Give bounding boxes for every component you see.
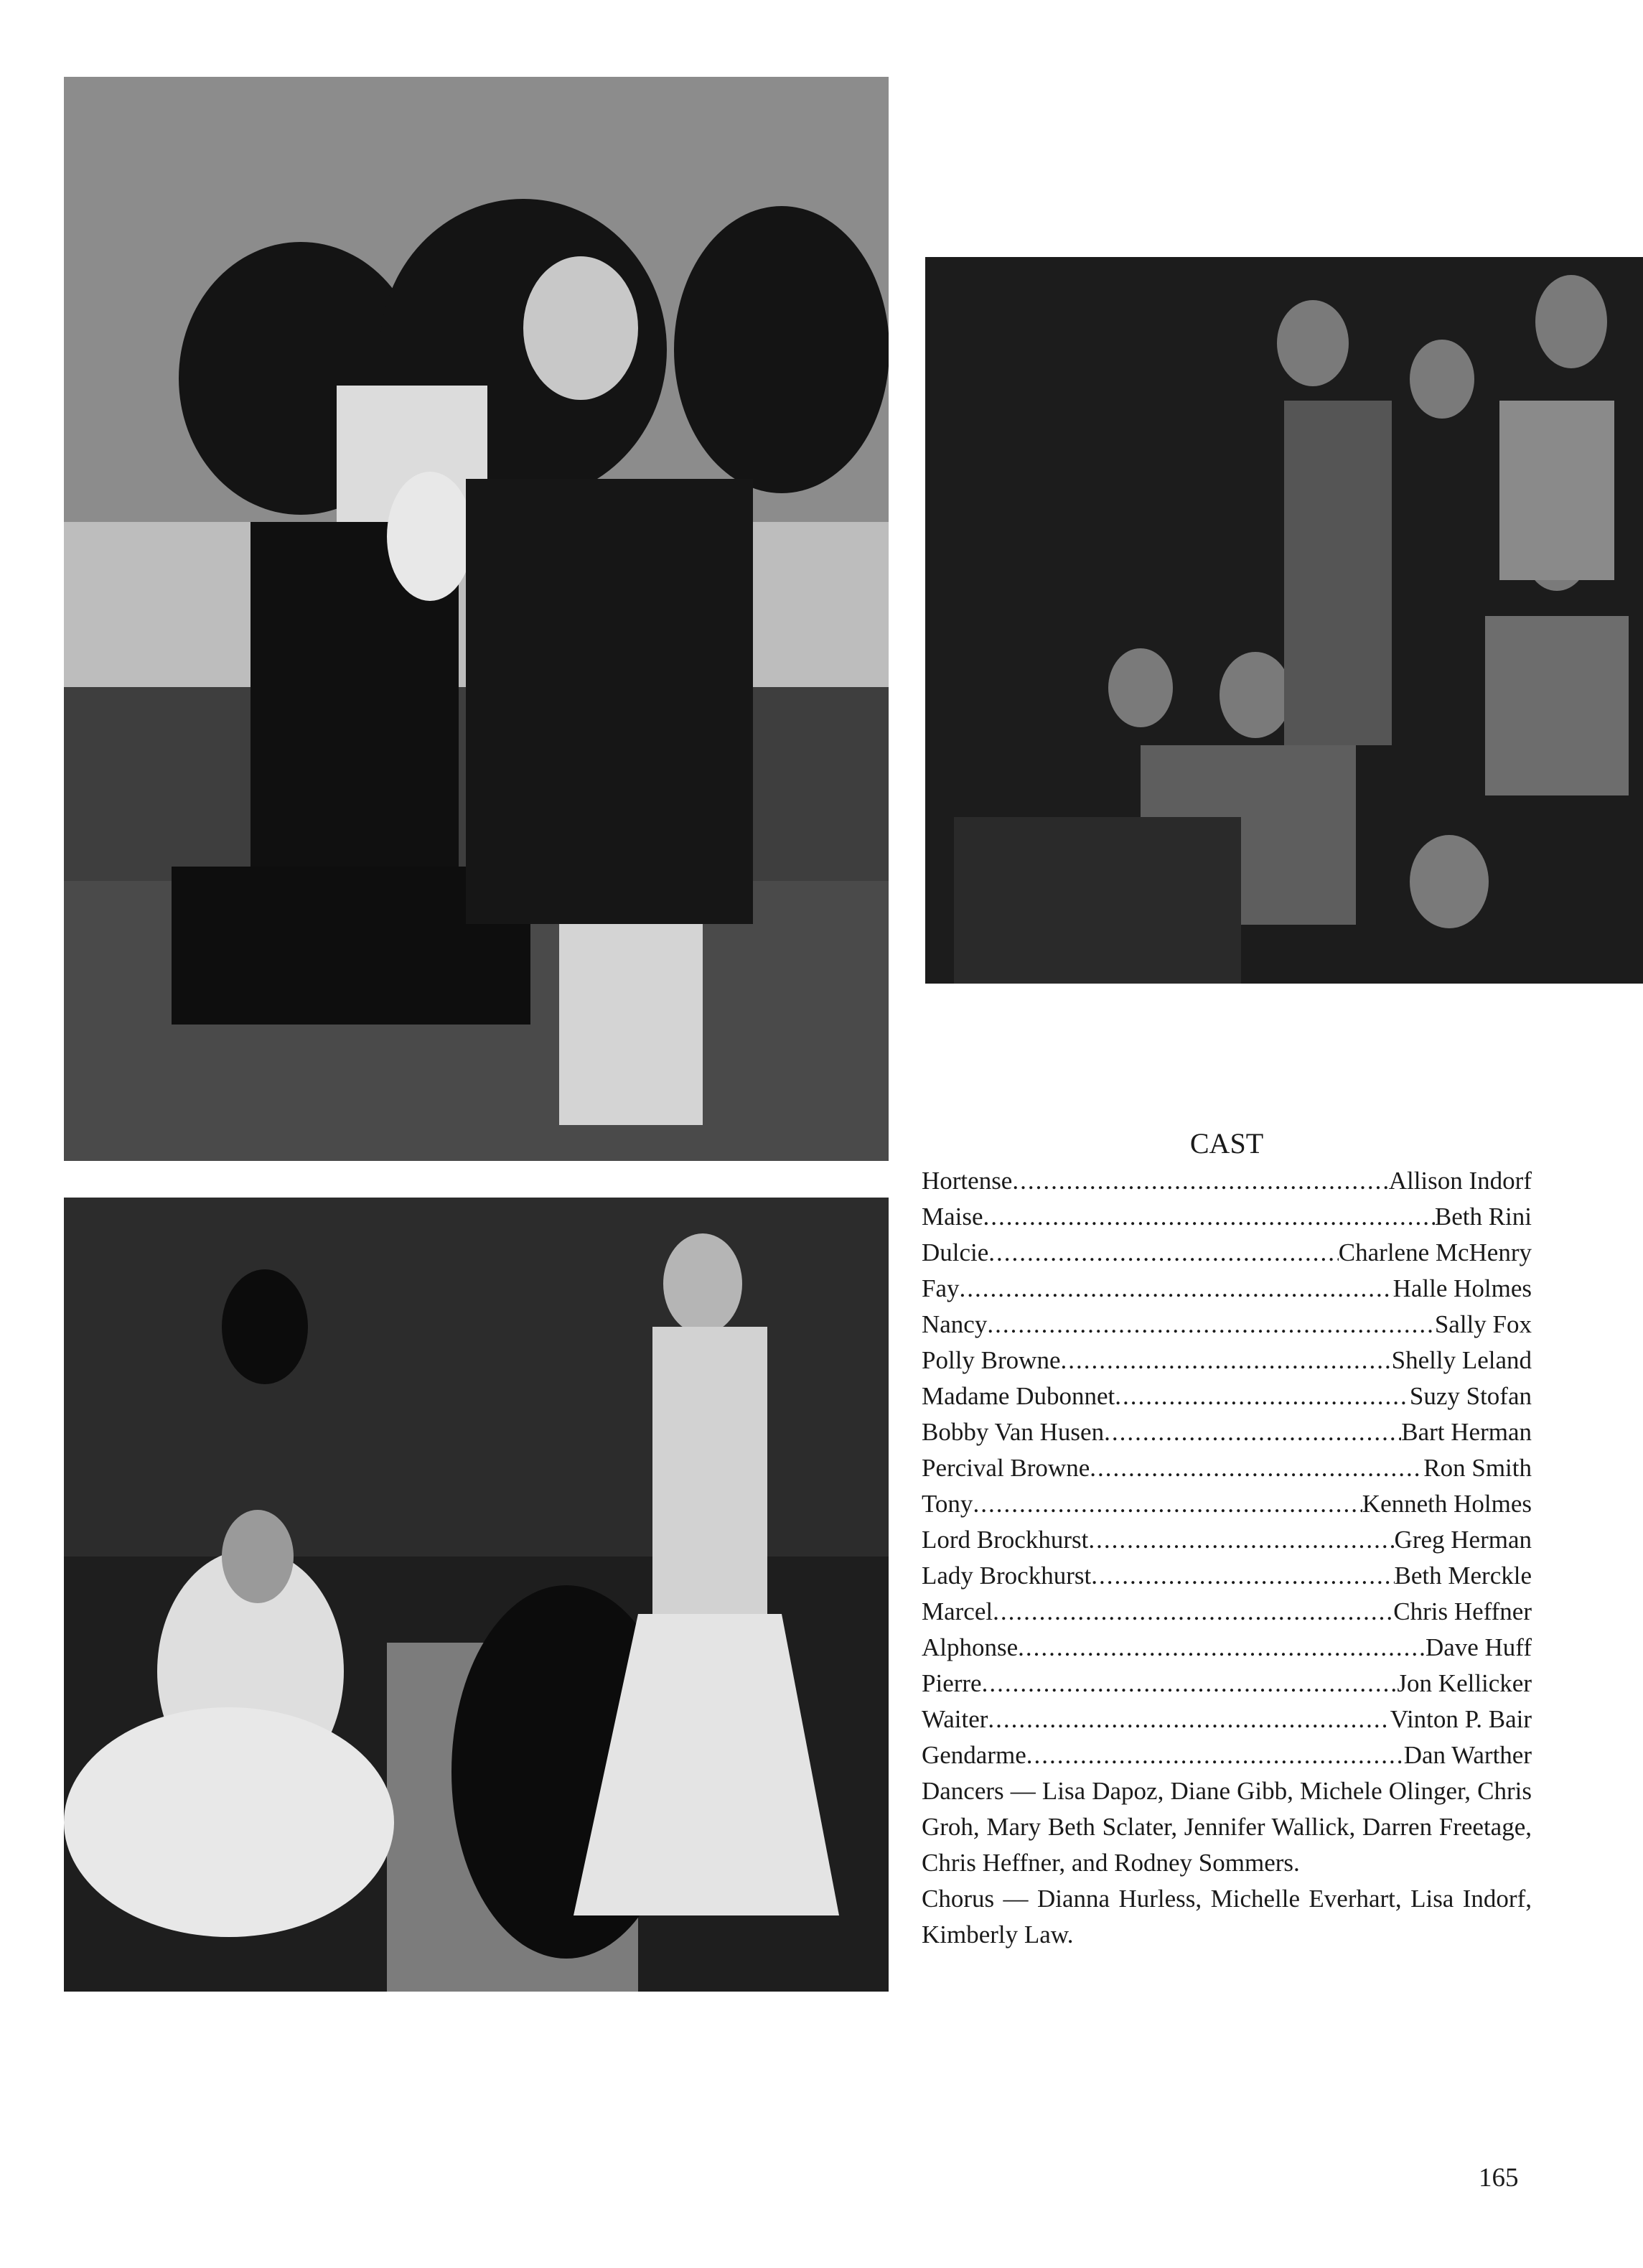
cast-row [922, 1486, 1532, 1522]
photo-cast-group [925, 257, 1643, 984]
cast-list [922, 1126, 1532, 1953]
actor-name: Suzy Stofan [1409, 1382, 1532, 1410]
actor-name: Dave Huff [1425, 1633, 1532, 1661]
photo-couple-on-stage [64, 77, 889, 1161]
actor-name: Shelly Leland [1391, 1346, 1532, 1374]
role-name: Madame Dubonnet [922, 1382, 1115, 1410]
cast-row [922, 1414, 1532, 1450]
role-name: Lord Brockhurst [922, 1526, 1089, 1554]
role-name: Dulcie [922, 1238, 989, 1266]
cast-row [922, 1594, 1532, 1630]
actor-name: Kenneth Holmes [1362, 1490, 1532, 1518]
cast-row [922, 1307, 1532, 1343]
cast-row [922, 1558, 1532, 1594]
actor-name: Chris Heffner [1393, 1597, 1532, 1625]
actor-name: Beth Merckle [1394, 1562, 1532, 1590]
cast-row [922, 1702, 1532, 1737]
actor-name: Beth Rini [1434, 1203, 1532, 1231]
role-name: Bobby Van Husen [922, 1418, 1105, 1446]
role-name: Gendarme [922, 1741, 1026, 1769]
role-name: Lady Brockhurst [922, 1562, 1092, 1590]
actor-name: Dan Warther [1403, 1741, 1532, 1769]
actor-name: Charlene McHenry [1338, 1238, 1532, 1266]
dancers-list: Dancers — Lisa Dapoz, Diane Gibb, Michele Olinger, Chris Groh, Mary Beth Sclater, Jennifer Wallick, Darren Freetage, Chris Heffner, and Rodney Sommers. [922, 1777, 1532, 1877]
role-name: Waiter [922, 1705, 988, 1733]
role-name: Alphonse [922, 1633, 1019, 1661]
role-name: Polly Browne [922, 1346, 1061, 1374]
actor-name: Ron Smith [1423, 1454, 1532, 1482]
cast-row [922, 1271, 1532, 1307]
role-name: Tony [922, 1490, 973, 1518]
cast-row [922, 1450, 1532, 1486]
actor-name: Vinton P. Bair [1390, 1705, 1532, 1733]
cast-row [922, 1666, 1532, 1702]
actor-name: Sally Fox [1434, 1310, 1532, 1338]
cast-row [922, 1199, 1532, 1235]
photo-two-actresses [64, 1198, 889, 1992]
role-name: Pierre [922, 1669, 982, 1697]
cast-row [922, 1343, 1532, 1378]
role-name: Hortense [922, 1167, 1013, 1195]
role-name: Percival Browne [922, 1454, 1090, 1482]
actor-name: Halle Holmes [1392, 1274, 1532, 1302]
cast-row [922, 1235, 1532, 1271]
actor-name: Greg Herman [1394, 1526, 1532, 1554]
page-number: 165 [1479, 2163, 1519, 2193]
actor-name: Bart Herman [1401, 1418, 1532, 1446]
cast-row [922, 1522, 1532, 1558]
actor-name: Jon Kellicker [1397, 1669, 1532, 1697]
role-name: Marcel [922, 1597, 993, 1625]
cast-row [922, 1737, 1532, 1773]
cast-row [922, 1378, 1532, 1414]
actor-name: Allison Indorf [1388, 1167, 1532, 1195]
cast-title: CAST [1189, 1127, 1264, 1159]
role-name: Fay [922, 1274, 960, 1302]
chorus-list: Chorus — Dianna Hurless, Michelle Everhart, Lisa Indorf, Kimberly Law. [922, 1885, 1532, 1949]
role-name: Nancy [922, 1310, 988, 1338]
cast-row [922, 1163, 1532, 1199]
role-name: Maise [922, 1203, 983, 1231]
cast-row [922, 1630, 1532, 1666]
